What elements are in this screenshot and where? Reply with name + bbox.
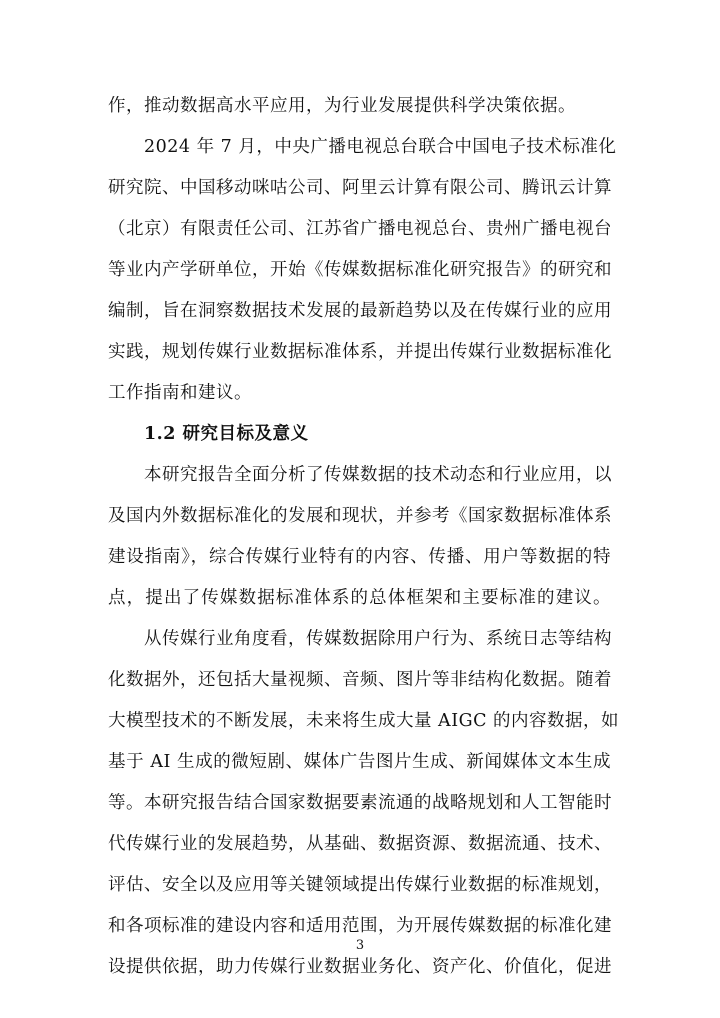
document-body	[108, 86, 620, 988]
text-line: 2024 年 7 月，中央广播电视总台联合中国电子技术标准化	[144, 137, 617, 157]
text-line: 大模型技术的不断发展，未来将生成大量 AIGC 的内容数据，如	[108, 711, 620, 731]
text-line: 研究院、中国移动咪咕公司、阿里云计算有限公司、腾讯云计算	[108, 178, 612, 198]
text-line: 点，提出了传媒数据标准体系的总体框架和主要标准的建议。	[108, 588, 611, 608]
text-line: 基于 AI 生成的微短剧、媒体广告图片生成、新闻媒体文本生成	[108, 752, 611, 772]
text-line: 工作指南和建议。	[108, 383, 252, 403]
text-line: 等。本研究报告结合国家数据要素流通的战略规划和人工智能时	[108, 793, 612, 813]
text-line: 等业内产学研单位，开始《传媒数据标准化研究报告》的研究和	[108, 260, 612, 280]
text-line: 化数据外，还包括大量视频、音频、图片等非结构化数据。随着	[108, 670, 612, 690]
text-line: 和各项标准的建设内容和适用范围，为开展传媒数据的标准化建	[108, 916, 612, 936]
text-line: 及国内外数据标准化的发展和现状，并参考《国家数据标准体系	[108, 506, 612, 526]
text-line: 作，推动数据高水平应用，为行业发展提供科学决策依据。	[108, 96, 576, 116]
text-line: 设提供依据，助力传媒行业数据业务化、资产化、价值化，促进	[108, 957, 612, 977]
text-line: 代传媒行业的发展趋势，从基础、数据资源、数据流通、技术、	[108, 834, 612, 854]
text-line: 建设指南》，综合传媒行业特有的内容、传播、用户等数据的特	[108, 547, 611, 567]
text-line: 评估、安全以及应用等关键领域提出传媒行业数据的标准规划，	[108, 875, 612, 895]
section-heading: 1.2 研究目标及意义	[144, 424, 309, 444]
text-line: 编制，旨在洞察数据技术发展的最新趋势以及在传媒行业的应用	[108, 301, 612, 321]
text-line: 从传媒行业角度看，传媒数据除用户行为、系统日志等结构	[144, 629, 612, 649]
text-line: （北京）有限责任公司、江苏省广播电视总台、贵州广播电视台	[108, 219, 612, 239]
text-line: 本研究报告全面分析了传媒数据的技术动态和行业应用，以	[144, 465, 612, 485]
text-line: 实践，规划传媒行业数据标准体系，并提出传媒行业数据标准化	[108, 342, 612, 362]
page-number: 3	[355, 938, 365, 953]
